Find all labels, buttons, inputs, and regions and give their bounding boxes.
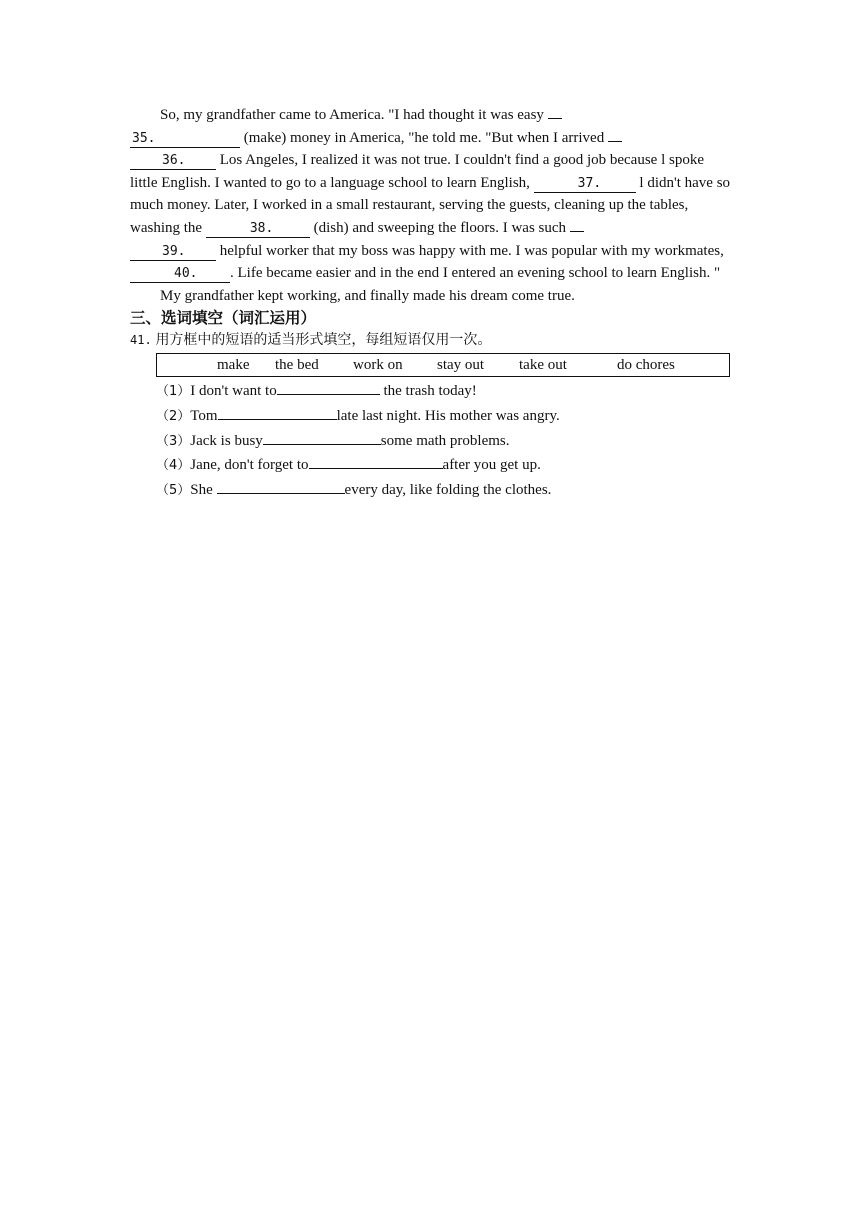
passage-text: . Life became easier and in the end I entered an evening school to learn English. " [230,265,721,282]
passage-text: So, my grandfather came to America. "I had thought it was easy [160,107,544,123]
sub-question-text: Jack is busy [190,432,263,449]
blank-lead [608,127,622,142]
passage-text: helpful worker that my boss was happy with me. I was popular with my workmates, [219,242,724,259]
question-number: 41. [130,333,152,348]
answer-blank[interactable] [218,404,337,420]
section-title: 三、选词填空（词汇运用） [130,309,317,328]
question-instruction: 用方框中的短语的适当形式填空，每组短语仅用一次。 [155,332,492,349]
sub-question-text: I don't want to [190,383,277,400]
passage-text: (make) money in America, "he told me. "But when I arrived [243,129,605,146]
sub-question-text: after you get up. [442,457,541,474]
word-bank-item: take out [519,357,567,374]
sub-question-text: Tom [190,407,218,424]
sub-question-text: She [190,481,217,498]
sub-question-label: （3） [156,433,191,449]
sub-question-3 [156,429,734,454]
word-bank-item: make [217,357,250,374]
passage-text: (dish) and sweeping the floors. I was such [313,219,567,236]
blank-40: 40. [130,265,230,283]
word-bank-item: do chores [617,357,675,374]
blank-39: 39. [130,243,216,261]
sub-question-text: some math problems. [380,432,510,449]
sub-question-4 [156,453,734,478]
sub-question-2 [156,404,734,429]
passage-paragraph-2: My grandfather kept working, and finally made his dream come true. [160,287,575,304]
blank-38: 38. [206,220,310,238]
sub-question-text: every day, like folding the clothes. [344,481,552,498]
question-41 [130,329,734,351]
passage-paragraph-1 [130,104,734,285]
blank-37: 37. [534,175,636,193]
blank-lead [570,217,584,232]
sub-question-label: （5） [156,482,191,498]
answer-blank[interactable] [263,429,381,445]
sub-question-1 [156,379,734,404]
passage-text: Los Angeles, I realized it was not true. I couldn't find a good job because l spoke little English. I wanted to go to a language school to learn English, [130,152,704,191]
sub-question-label: （2） [156,408,191,424]
sub-question-label: （4） [156,458,191,474]
document-page [130,104,734,502]
sub-question-text: Jane, don't forget to [190,457,309,474]
blank-lead [548,104,562,119]
word-bank-item: stay out [437,357,485,374]
blank-35: 35. [130,130,240,148]
answer-blank[interactable] [277,379,380,395]
word-bank-item: the bed [275,357,319,374]
sub-question-5 [156,478,734,503]
blank-36: 36. [130,152,216,170]
passage-text: l didn't have so much money. Later, I worked in a small restaurant, serving the guests, cleaning up the tables, washing the [130,174,731,236]
sub-question-text: late last night. His mother was angry. [336,407,560,424]
answer-blank[interactable] [217,478,345,494]
answer-blank[interactable] [309,453,443,469]
word-bank-item: work on [353,357,403,374]
word-bank-box [156,353,730,377]
sub-question-label: （1） [156,384,191,400]
sub-question-text: the trash today! [379,383,477,400]
